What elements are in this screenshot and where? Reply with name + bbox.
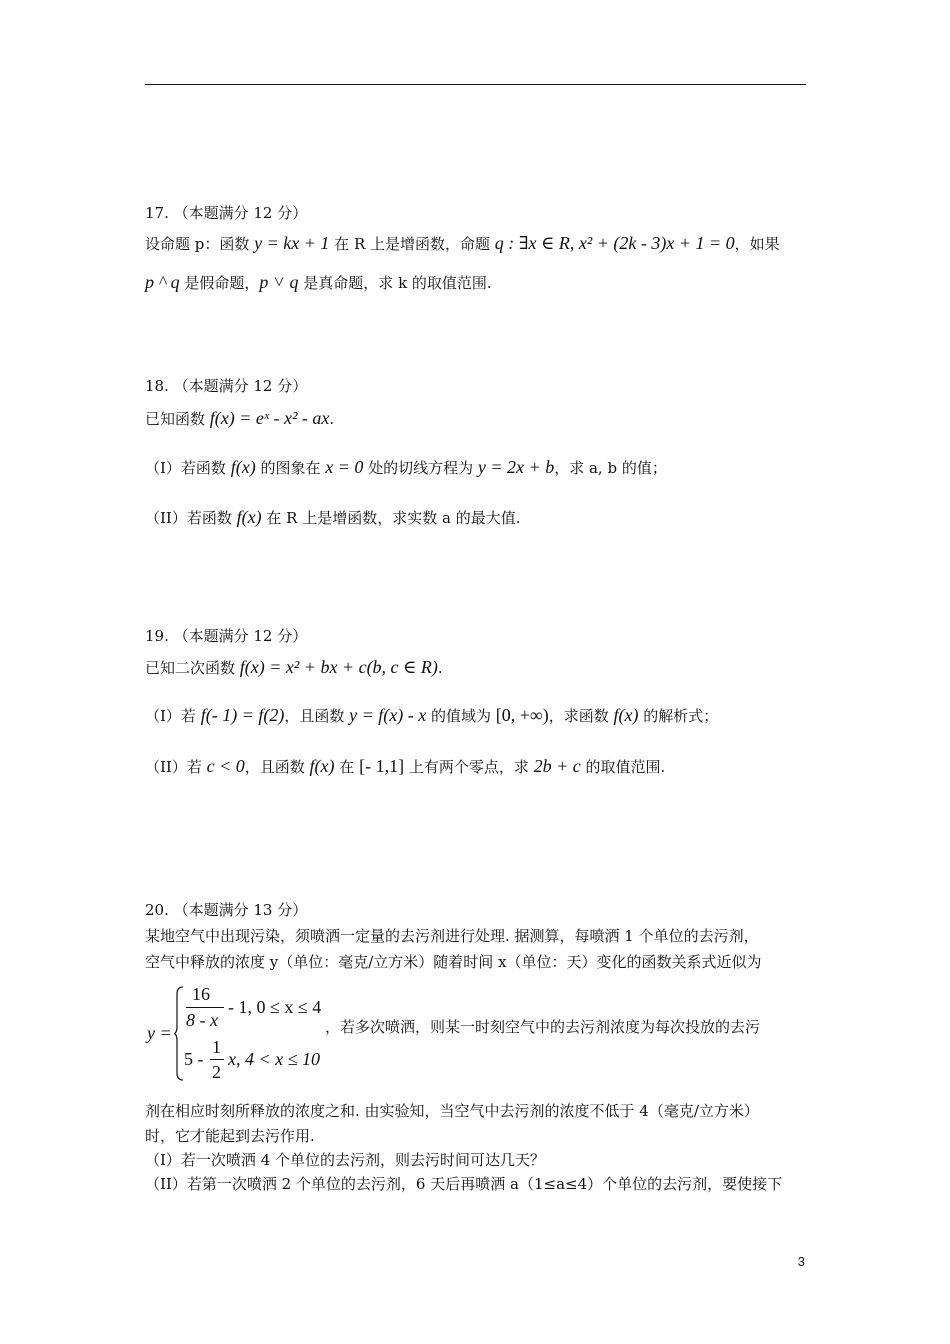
piece-2-prefix: 5 -	[184, 1049, 204, 1069]
problem-19-part-2	[145, 756, 665, 777]
math-expression: 2b + c	[533, 756, 581, 776]
problem-19-part-1	[145, 705, 718, 726]
piece-2-denominator: 2	[212, 1062, 221, 1082]
math-expression: f(x)	[309, 756, 335, 776]
text: 在 R 上是增函数，命题	[329, 235, 495, 253]
text: 在 R 上是增函数，求实数 a 的最大值.	[261, 509, 521, 527]
problem-17-line-2	[145, 272, 492, 293]
math-expression: q : ∃x ∈ R, x² + (2k - 3)x + 1 = 0	[494, 233, 735, 253]
problem-20-part-1: （I）若一次喷洒 4 个单位的去污剂，则去污时间可达几天？	[145, 1151, 546, 1169]
problem-18-part-2	[145, 507, 520, 528]
problem-20-text-4: 时，它才能起到去污作用.	[145, 1127, 315, 1145]
page-number: 3	[797, 1254, 805, 1269]
problem-20-part-2: （II）若第一次喷洒 2 个单位的去污剂，6 天后再喷洒 a（1≤a≤4）个单位的去污剂，要使接下	[145, 1175, 783, 1193]
math-expression: f(- 1) = f(2)	[200, 705, 285, 725]
math-expression: y = 2x + b	[477, 457, 555, 477]
text: 已知二次函数	[145, 659, 240, 677]
math-expression: f(x) = eˣ - x² - ax	[209, 408, 330, 428]
math-expression: c < 0	[206, 756, 245, 776]
math-expression: y = f(x) - x	[349, 705, 427, 725]
text: .	[329, 410, 335, 428]
problem-19-intro	[145, 657, 443, 678]
text: ，且函数	[244, 758, 310, 776]
text: 在	[334, 758, 360, 776]
text: 的解析式；	[638, 707, 719, 725]
problem-17-line-1	[145, 233, 780, 254]
math-expression: y = kx + 1	[254, 233, 330, 253]
text: （I）若	[145, 707, 201, 725]
text: ，且函数	[284, 707, 350, 725]
problem-17-header: 17. （本题满分 12 分）	[145, 204, 308, 222]
text: 上有两个零点，求	[404, 758, 534, 776]
text: 已知函数	[145, 410, 210, 428]
piece-1-denominator: 8 - x	[186, 1010, 218, 1030]
piece-1-condition: - 1, 0 ≤ x ≤ 4	[228, 997, 322, 1017]
math-expression: [0, +∞)	[495, 705, 549, 725]
piece-2-fraction-bar	[210, 1059, 224, 1060]
text: 是真命题，求 k 的取值范围.	[298, 274, 492, 292]
text: ，求 a, b 的值；	[554, 459, 667, 477]
math-expression: x = 0	[325, 457, 364, 477]
text: 处的切线方程为	[363, 459, 478, 477]
problem-18-header: 18. （本题满分 12 分）	[145, 377, 308, 395]
piecewise-brace	[174, 986, 184, 1081]
math-expression: p ˅ q	[259, 272, 299, 292]
text: 的取值范围.	[580, 758, 666, 776]
text: （II）若	[145, 758, 207, 776]
piece-2-numerator: 1	[212, 1037, 221, 1057]
text: .	[437, 659, 443, 677]
math-expression: f(x)	[236, 507, 262, 527]
math-expression: [- 1,1]	[359, 756, 405, 776]
text: （I）若函数	[145, 459, 231, 477]
piece-1-numerator: 16	[192, 984, 210, 1004]
text: （II）若函数	[145, 509, 237, 527]
piece-2-condition: x, 4 < x ≤ 10	[228, 1049, 321, 1069]
text: 的值域为	[426, 707, 496, 725]
problem-20-text-1: 某地空气中出现污染，须喷洒一定量的去污剂进行处理. 据测算，每喷洒 1 个单位的去污剂，	[145, 927, 759, 945]
problem-20-after-piecewise: ，若多次喷洒，则某一时刻空气中的去污剂浓度为每次投放的去污	[325, 1018, 761, 1036]
math-expression: f(x)	[613, 705, 639, 725]
text: 是假命题，	[179, 274, 260, 292]
problem-20-header: 20. （本题满分 13 分）	[145, 901, 308, 919]
problem-18-part-1	[145, 457, 667, 478]
piece-1-fraction-bar	[186, 1007, 224, 1008]
text: 的图象在	[255, 459, 326, 477]
text: ，如果	[734, 235, 780, 253]
header-rule	[145, 84, 806, 85]
math-expression: p ^ q	[145, 272, 180, 292]
problem-18-intro	[145, 408, 334, 429]
problem-19-header: 19. （本题满分 12 分）	[145, 627, 308, 645]
problem-20-text-3: 剂在相应时刻所释放的浓度之和. 由实验知，当空气中去污剂的浓度不低于 4（毫克/立方米）	[145, 1102, 759, 1120]
text: ，求函数	[548, 707, 614, 725]
text: 设命题 p：函数	[145, 235, 255, 253]
math-expression: f(x) = x² + bx + c(b, c ∈ R)	[239, 657, 438, 677]
math-expression: f(x)	[230, 457, 256, 477]
problem-20-text-2: 空气中释放的浓度 y（单位：毫克/立方米）随着时间 x（单位：天）变化的函数关系式近似为	[145, 953, 762, 971]
piecewise-lhs: y =	[147, 1023, 172, 1043]
